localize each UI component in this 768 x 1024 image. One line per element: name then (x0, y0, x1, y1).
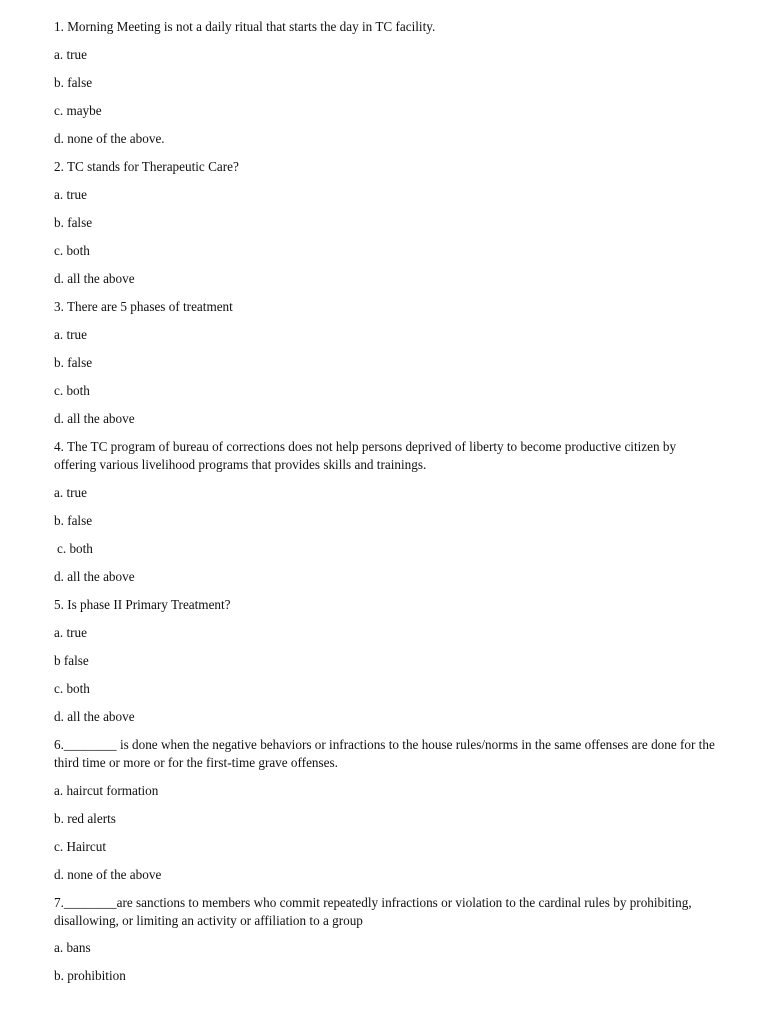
question-3-option-d: d. all the above (54, 411, 135, 426)
question-3-option-c: c. both (54, 383, 90, 398)
question-4-option-c: c. both (57, 541, 93, 556)
question-3-stem: 3. There are 5 phases of treatment (54, 299, 233, 314)
question-5-stem: 5. Is phase II Primary Treatment? (54, 597, 231, 612)
question-5-option-b: b false (54, 653, 89, 668)
question-6-option-c: c. Haircut (54, 839, 106, 854)
question-4-option-b: b. false (54, 513, 93, 528)
question-1-option-b: b. false (54, 75, 93, 90)
question-2-stem: 2. TC stands for Therapeutic Care? (54, 159, 239, 174)
question-4-stem-line-1: 4. The TC program of bureau of corrections does not help persons deprived of liberty to become productive citizen by (54, 439, 677, 454)
question-3-option-b: b. false (54, 355, 93, 370)
question-7-option-b: b. prohibition (54, 968, 126, 983)
question-3-option-a: a. true (54, 327, 87, 342)
question-6-option-b: b. red alerts (54, 811, 116, 826)
question-4-option-d: d. all the above (54, 569, 135, 584)
question-2-option-a: a. true (54, 187, 87, 202)
question-4-stem-line-2: offering various livelihood programs that provides skills and trainings. (54, 457, 427, 472)
question-2-option-d: d. all the above (54, 271, 135, 286)
question-6-option-d: d. none of the above (54, 867, 162, 882)
question-5-option-d: d. all the above (54, 709, 135, 724)
question-4-option-a: a. true (54, 485, 87, 500)
question-5-option-c: c. both (54, 681, 90, 696)
question-6-stem-line-1: 6.________ is done when the negative behaviors or infractions to the house rules/norms in the same offenses are done for the (54, 737, 715, 752)
question-6-option-a: a. haircut formation (54, 783, 159, 798)
question-1-stem: 1. Morning Meeting is not a daily ritual that starts the day in TC facility. (54, 19, 436, 34)
question-1-option-d: d. none of the above. (54, 131, 165, 146)
question-5-option-a: a. true (54, 625, 87, 640)
question-7-stem-line-1: 7.________are sanctions to members who commit repeatedly infractions or violation to the cardinal rules by prohibiting, (54, 895, 692, 910)
question-6-stem-line-2: third time or more or for the first-time grave offenses. (54, 755, 338, 770)
question-7-stem-line-2: disallowing, or limiting an activity or affiliation to a group (54, 913, 363, 928)
question-7-option-a: a. bans (54, 940, 91, 955)
question-2-option-b: b. false (54, 215, 93, 230)
question-1-option-a: a. true (54, 47, 87, 62)
question-2-option-c: c. both (54, 243, 90, 258)
question-1-option-c: c. maybe (54, 103, 102, 118)
